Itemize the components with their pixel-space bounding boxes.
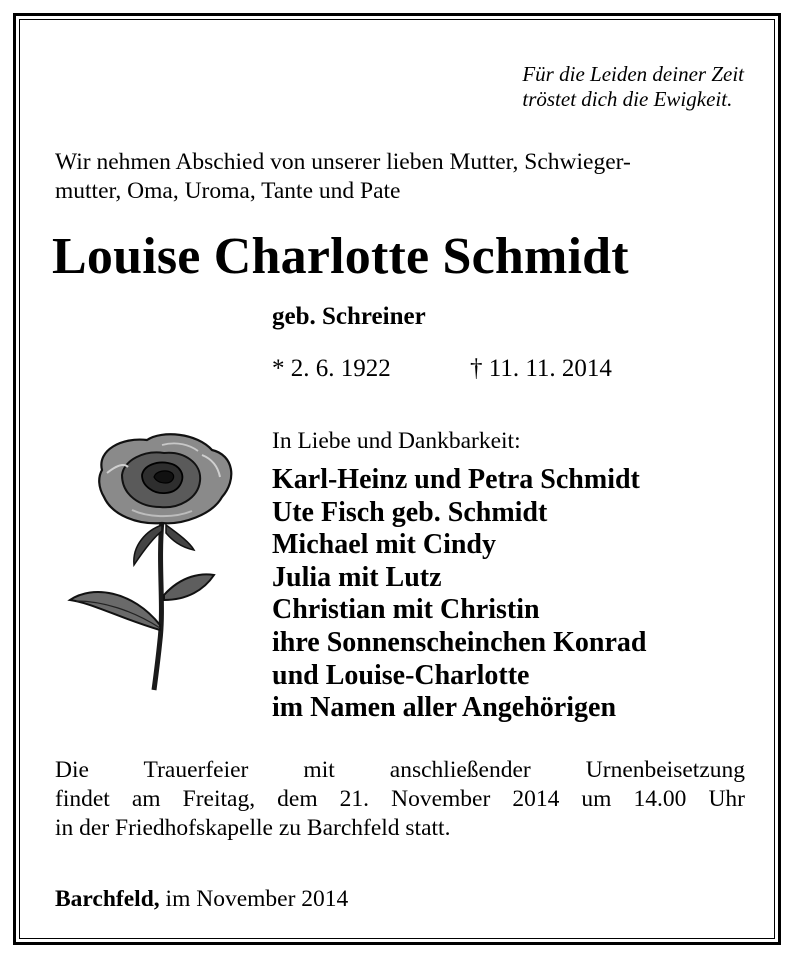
family-member: und Louise-Charlotte [272,659,530,691]
family-member: Christian mit Christin [272,594,540,626]
family-member: im Namen aller Angehörigen [272,692,617,724]
motto-line-2: tröstet dich die Ewigkeit. [522,87,733,111]
family-member: Michael mit Cindy [272,529,496,561]
birth-date: * 2. 6. 1922 [272,355,391,382]
intro-text [55,148,755,206]
family-member: Julia mit Lutz [272,561,442,593]
rose-icon [62,425,242,695]
service-line-1: Die Trauerfeier mit anschließender Urnenbeisetzung [55,757,745,783]
family-member: Karl-Heinz und Petra Schmidt [272,464,640,495]
family-member: ihre Sonnenscheinchen Konrad [272,626,647,658]
footer-date: im November 2014 [165,886,349,912]
motto-line-1: Für die Leiden deiner Zeit [522,62,744,86]
family-member: Ute Fisch geb. Schmidt [272,496,548,528]
motto [522,62,744,112]
intro-line-2: mutter, Oma, Uroma, Tante und Pate [55,178,401,204]
deceased-name: Louise Charlotte Schmidt [52,228,629,285]
intro-line-1: Wir nehmen Abschied von unserer lieben Mutter, Schwieger- [55,149,631,175]
thanks-label: In Liebe und Dankbarkeit: [272,428,521,454]
maiden-name: geb. Schreiner [272,303,426,330]
death-date: † 11. 11. 2014 [470,355,612,382]
footer [55,884,348,914]
service-info [55,756,745,843]
footer-place: Barchfeld, [55,886,160,912]
service-line-3: in der Friedhofskapelle zu Barchfeld statt. [55,815,451,841]
service-line-2: findet am Freitag, dem 21. November 2014 um 14.00 Uhr [55,786,745,812]
family-list [272,464,646,725]
